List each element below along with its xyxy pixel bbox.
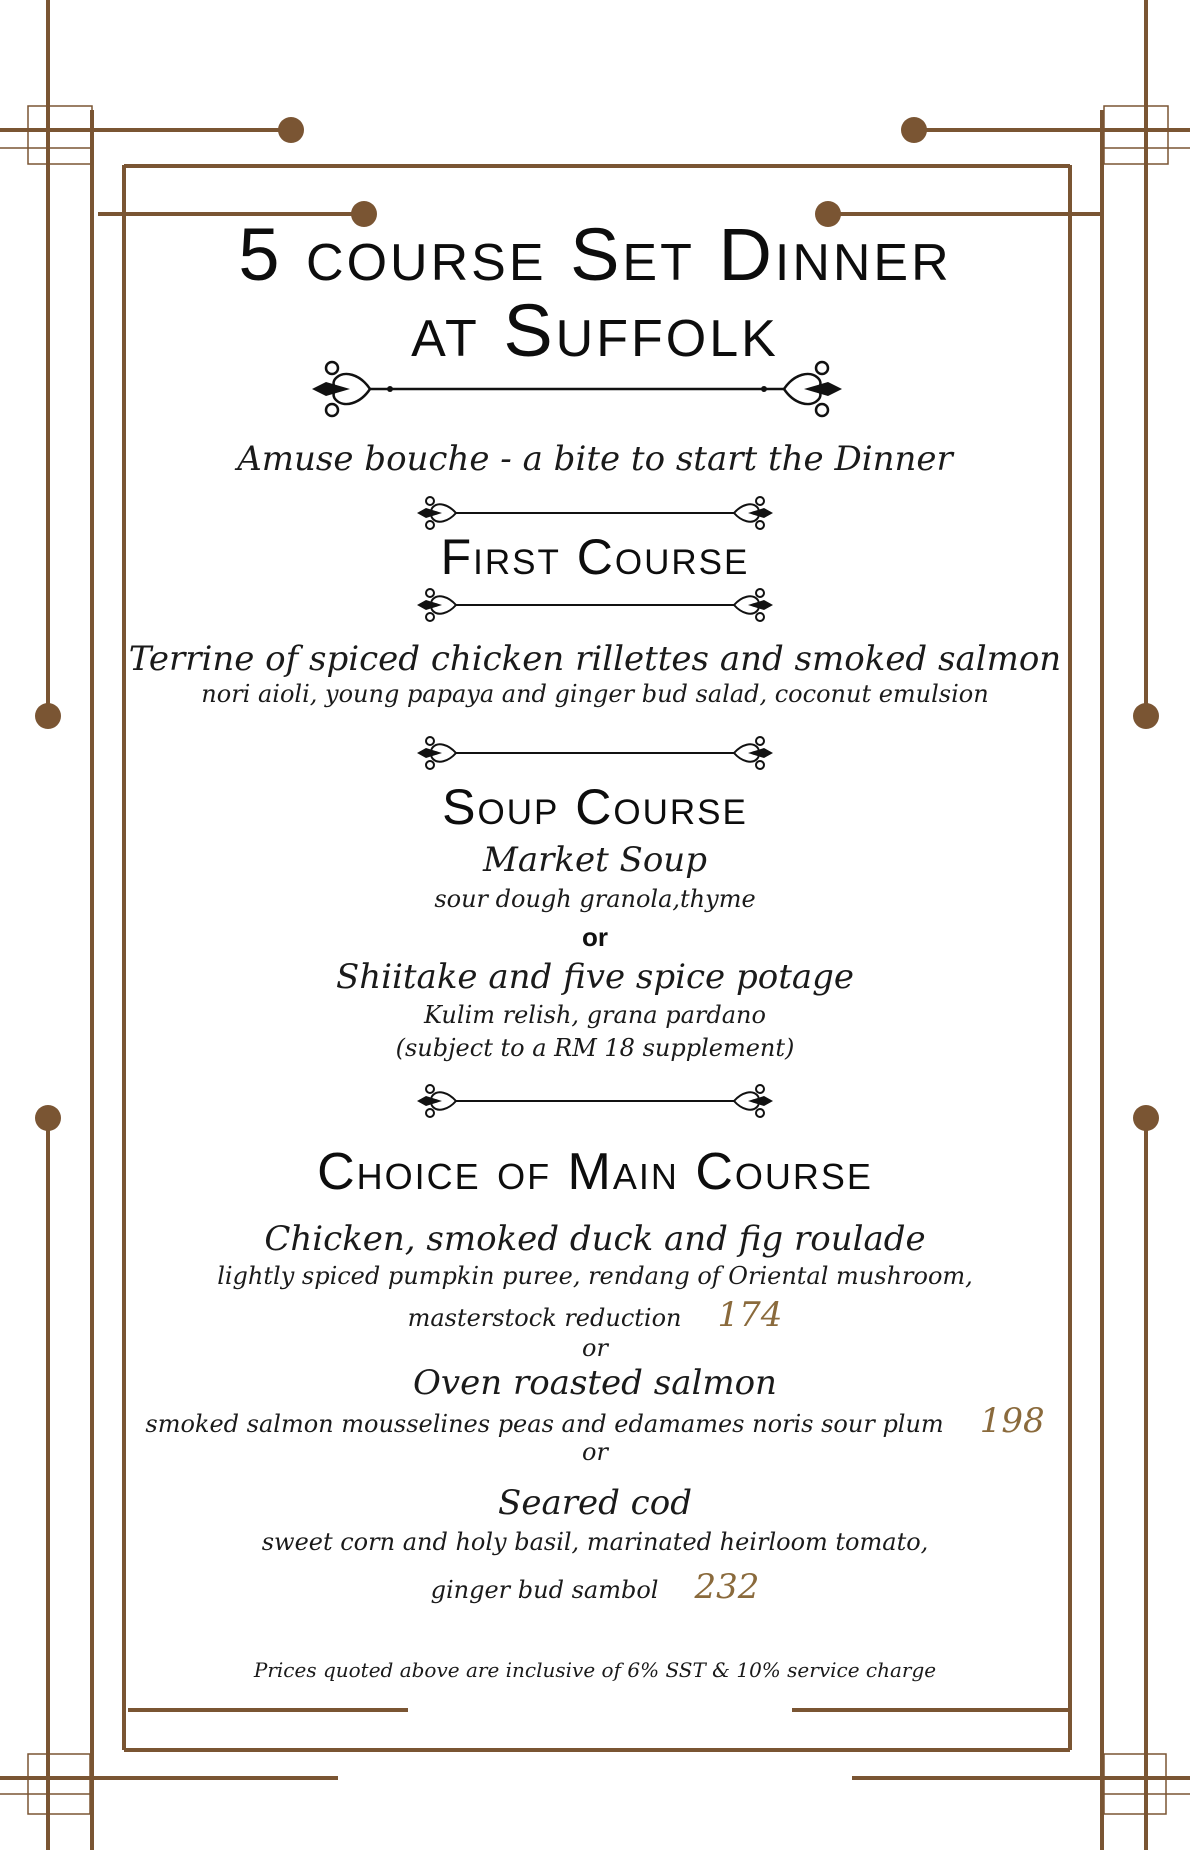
soup-option2-name: Shiitake and five spice potage [335,957,855,997]
main-option2-line [0,1401,1190,1441]
main-option3-price: 232 [694,1567,760,1607]
scroll-flourish-divider-icon [416,1082,774,1120]
main-course-heading: Choice of Main Course [317,1143,873,1201]
main-option1-description-line2 [0,1295,1190,1335]
main-option2-name: Oven roasted salmon [413,1363,777,1403]
main-or-separator-1: or [582,1334,608,1362]
soup-option1-name: Market Soup [483,840,707,880]
main-option1-description: lightly spiced pumpkin puree, rendang of Oriental mushroom, [217,1262,973,1290]
main-option3-description-text: ginger bud sambol [430,1576,659,1604]
menu-title-line1: 5 course Set Dinner [238,213,952,296]
main-option3-name: Seared cod [498,1483,692,1523]
main-option2-price: 198 [979,1401,1045,1441]
main-option1-name: Chicken, smoked duck and fig roulade [264,1219,926,1259]
footer-price-note: Prices quoted above are inclusive of 6% SST & 10% service charge [253,1658,937,1682]
soup-or-separator: or [582,922,608,952]
first-course-dish: Terrine of spiced chicken rillettes and smoked salmon [128,639,1062,679]
main-option1-price: 174 [717,1295,783,1335]
main-option2-description: smoked salmon mousselines peas and edamames noris sour plum [145,1410,944,1438]
menu-title-line2: at Suffolk [411,289,779,372]
scroll-flourish-divider-icon [310,356,844,422]
scroll-flourish-divider-icon [416,494,774,532]
soup-option1-description: sour dough granola,thyme [434,885,756,913]
main-option3-description: sweet corn and holy basil, marinated heirloom tomato, [261,1528,929,1556]
soup-option2-note: (subject to a RM 18 supplement) [395,1034,795,1062]
first-course-heading: First Course [440,529,750,585]
scroll-flourish-divider-icon [416,734,774,772]
amuse-bouche: Amuse bouche - a bite to start the Dinner [237,439,953,479]
soup-option2-description: Kulim relish, grana pardano [424,1001,766,1029]
soup-course-heading: Soup Course [442,779,748,835]
main-option3-description-line2 [0,1567,1190,1607]
main-or-separator-2: or [582,1438,608,1466]
scroll-flourish-divider-icon [416,586,774,624]
first-course-description: nori aioli, young papaya and ginger bud salad, coconut emulsion [201,680,989,708]
main-option1-description-text: masterstock reduction [407,1304,682,1332]
